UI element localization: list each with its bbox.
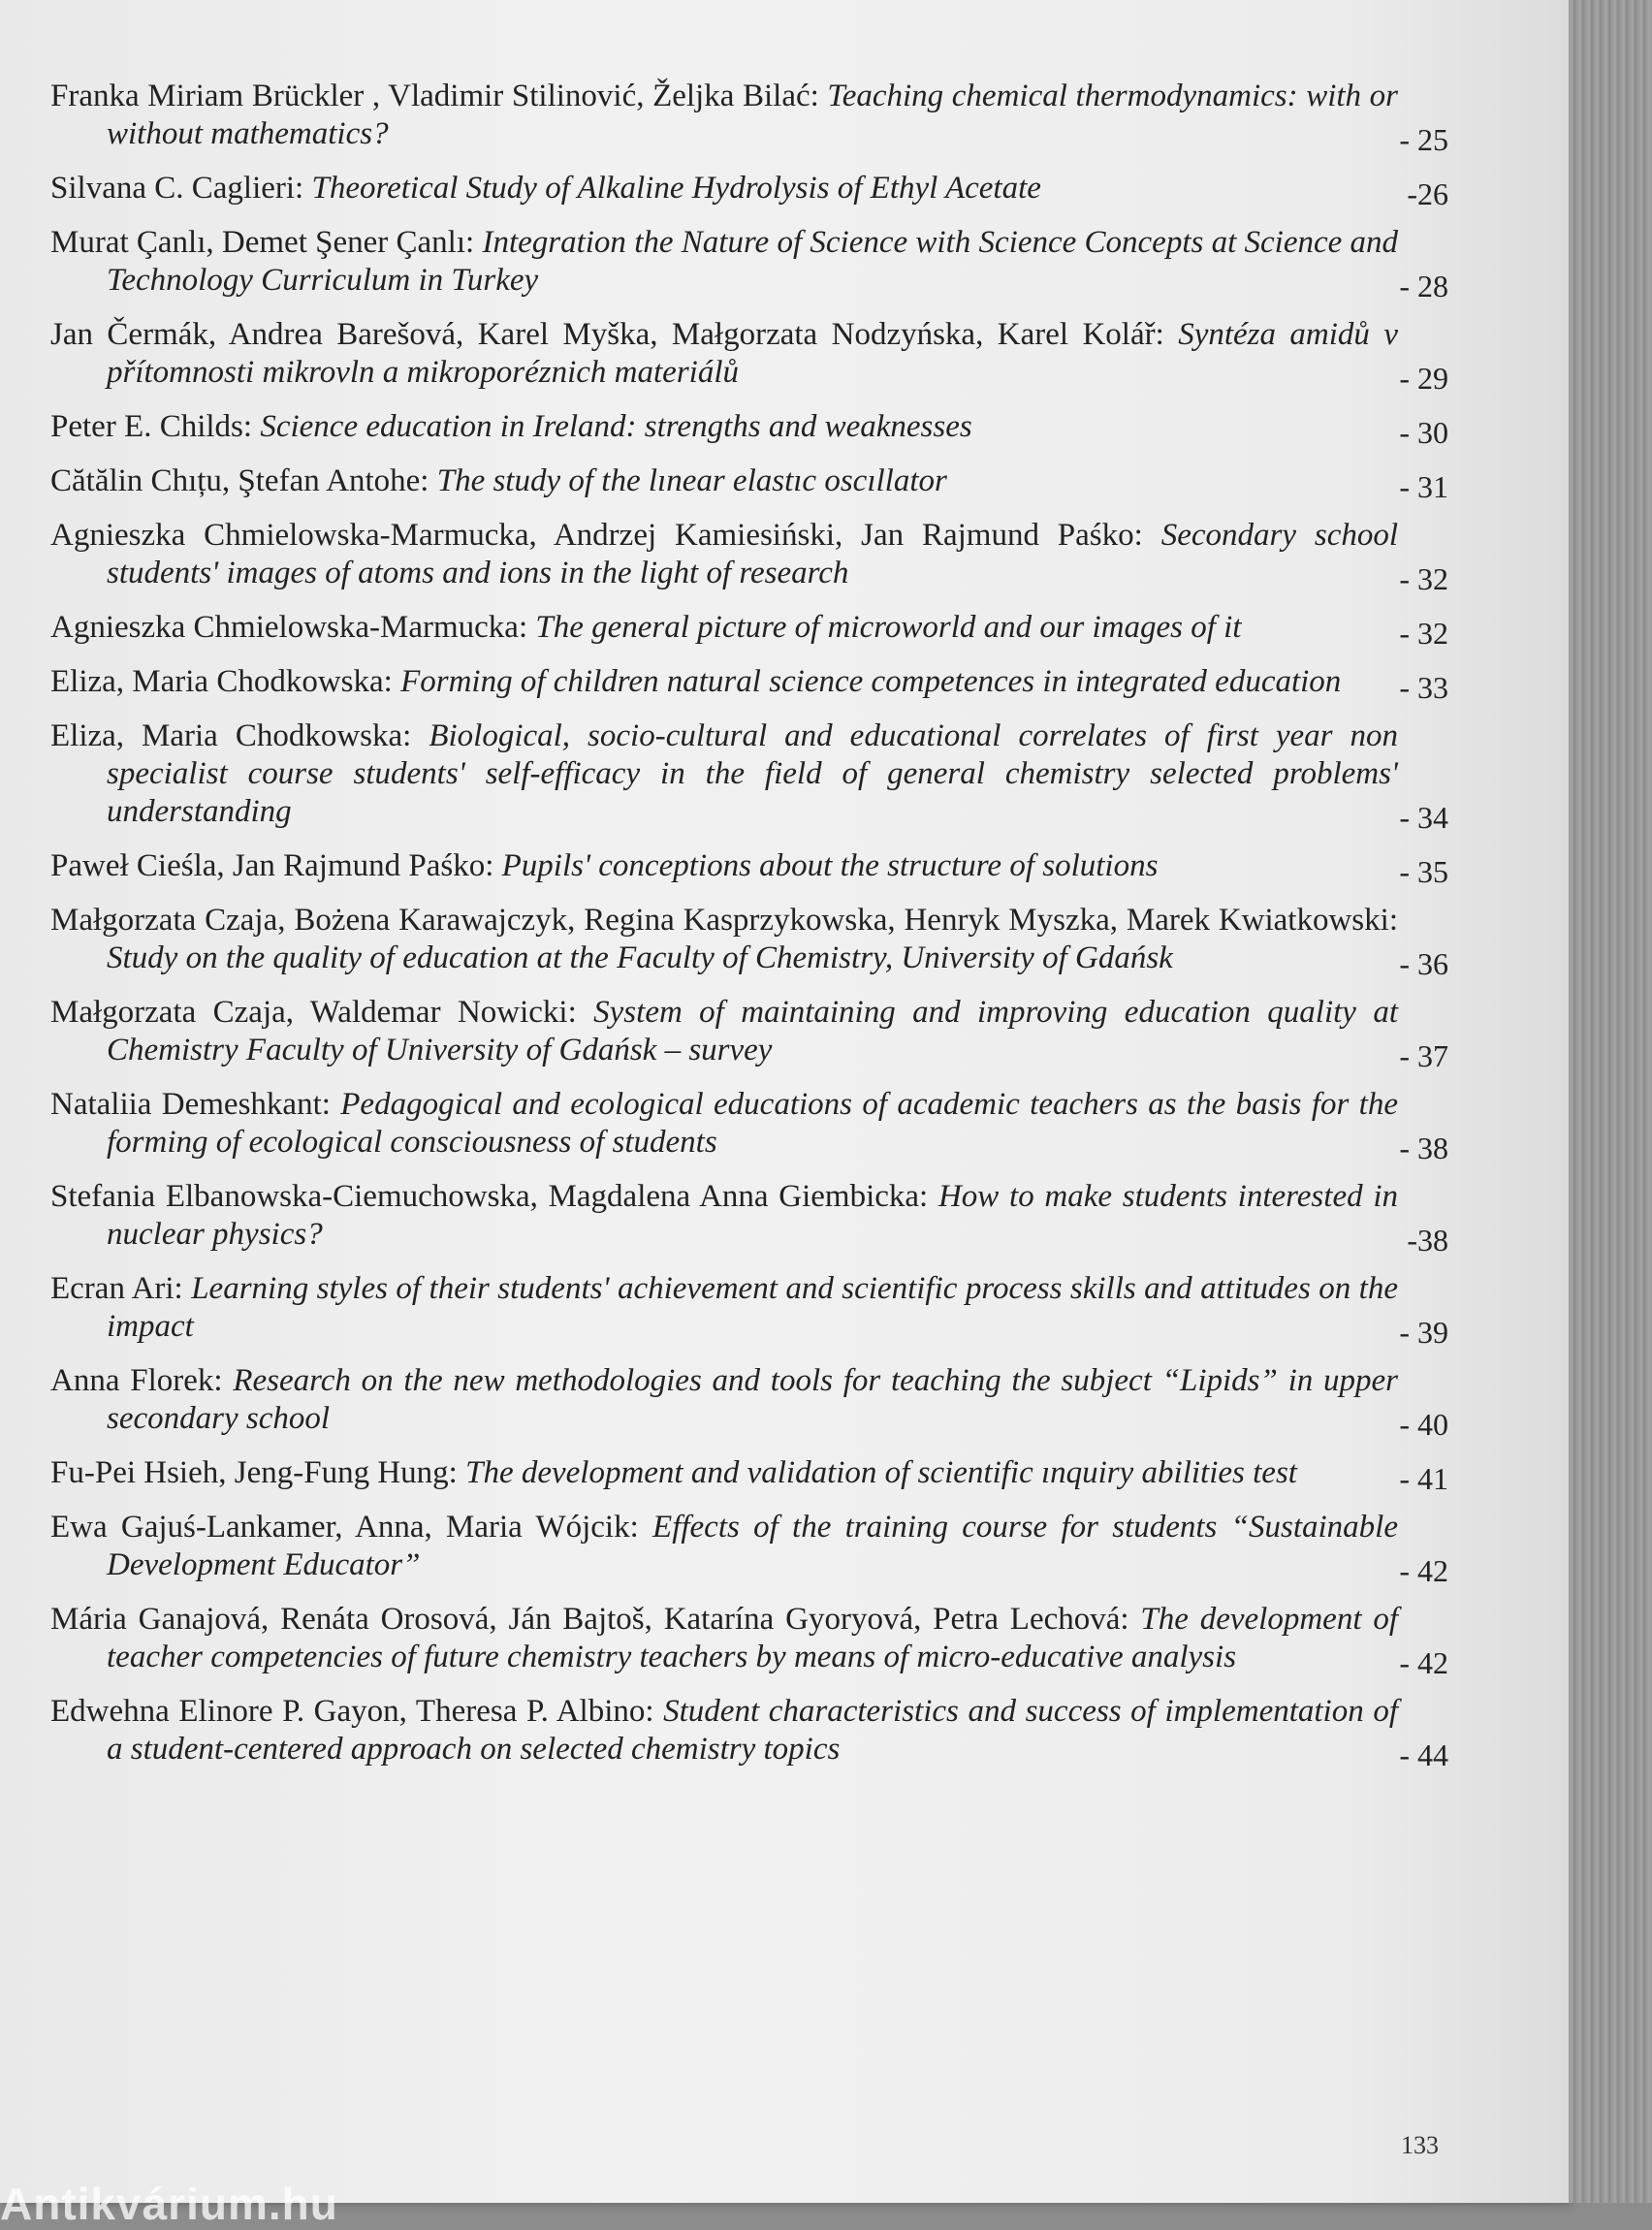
toc-entry — [50, 663, 1448, 705]
watermark: Antikvárium.hu — [0, 2179, 338, 2229]
entry-page-number: - 36 — [1399, 946, 1448, 981]
toc-entry — [50, 847, 1448, 889]
entry-page-number: - 42 — [1399, 1553, 1448, 1588]
toc-entry-text — [50, 609, 1437, 647]
entry-title: The study of the lınear elastıc oscıllator — [436, 463, 947, 498]
entry-page-number: - 35 — [1399, 854, 1448, 889]
entry-title: Research on the new methodologies and tools for teaching the subject “Lipids” in upper secondary school — [107, 1363, 1399, 1436]
entry-authors: Stefania Elbanowska-Ciemuchowska, Magdalena Anna Giembicka: — [50, 1179, 929, 1214]
entry-title: Pupils' conceptions about the structure of solutions — [501, 848, 1159, 883]
entry-authors: Murat Çanlı, Demet Şener Çanlı: — [50, 225, 475, 260]
page-number: 133 — [1401, 2131, 1439, 2159]
toc-entry-text — [50, 1178, 1437, 1254]
entry-page-number: - 42 — [1399, 1645, 1448, 1680]
entry-page-number: - 32 — [1399, 616, 1448, 651]
toc-entry-text — [50, 78, 1437, 153]
toc-entry — [50, 1178, 1448, 1258]
entry-authors: Peter E. Childs: — [50, 409, 253, 444]
toc-entry-text — [50, 663, 1437, 701]
toc-entry — [50, 1086, 1448, 1165]
entry-authors: Ewa Gajuś-Lankamer, Anna, Maria Wójcik: — [50, 1510, 639, 1545]
entry-title: Integration the Nature of Science with Science Concepts at Science and Technology Curriculum in Turkey — [107, 225, 1399, 298]
toc-entry — [50, 609, 1448, 651]
entry-title: Syntéza amidů v přítomnosti mikrovln a mikroporéznich materiálů — [107, 317, 1399, 390]
toc-entry — [50, 1270, 1448, 1350]
entry-authors: Małgorzata Czaja, Bożena Karawajczyk, Regina Kasprzykowska, Henryk Myszka, Marek Kwiatkowski: — [50, 903, 1398, 938]
toc-entry-text — [50, 1362, 1437, 1438]
entry-page-number: - 31 — [1399, 469, 1448, 504]
entry-authors: Edwehna Elinore P. Gayon, Theresa P. Albino: — [50, 1694, 654, 1729]
entry-title: Pedagogical and ecological educations of academic teachers as the basis for the forming of ecological consciousness of students — [107, 1087, 1398, 1160]
toc-entry-text — [50, 1693, 1437, 1768]
entry-page-number: - 25 — [1399, 122, 1448, 157]
entry-title: Learning styles of their students' achievement and scientific process skills and attitudes on the impact — [107, 1271, 1398, 1344]
entry-title: Effects of the training course for students “Sustainable Development Educator” — [107, 1510, 1398, 1582]
entry-page-number: - 44 — [1399, 1737, 1448, 1772]
toc-entry-text — [50, 462, 1437, 500]
toc-entry-text — [50, 717, 1437, 831]
toc-entry-text — [50, 316, 1437, 392]
entry-title: System of maintaining and improving education quality at Chemistry Faculty of University of Gdańsk – survey — [107, 995, 1399, 1067]
toc-entry-text — [50, 224, 1437, 300]
toc-entry-text — [50, 517, 1437, 592]
entry-title: Science education in Ireland: strengths and weaknesses — [260, 409, 972, 444]
entry-page-number: -38 — [1407, 1223, 1448, 1258]
entry-page-number: - 39 — [1399, 1315, 1448, 1350]
entry-authors: Małgorzata Czaja, Waldemar Nowicki: — [50, 995, 577, 1030]
entry-title: How to make students interested in nuclear physics? — [107, 1179, 1398, 1252]
toc-entry — [50, 1362, 1448, 1442]
entry-title: Student characteristics and success of implementation of a student-centered approach on selected chemistry topics — [107, 1694, 1399, 1767]
entry-title: Secondary school students' images of atoms and ions in the light of research — [107, 518, 1399, 590]
toc-entry-text — [50, 1086, 1437, 1162]
toc-entry — [50, 462, 1448, 504]
toc-entry — [50, 1693, 1448, 1772]
entry-authors: Agnieszka Chmielowska-Marmucka, Andrzej Kamiesiński, Jan Rajmund Paśko: — [50, 518, 1143, 553]
entry-authors: Cătălin Chıțu, Ştefan Antohe: — [50, 463, 429, 498]
entry-authors: Nataliia Demeshkant: — [50, 1087, 331, 1122]
entry-title: Study on the quality of education at the Faculty of Chemistry, University of Gdańsk — [107, 940, 1173, 975]
entry-authors: Fu-Pei Hsieh, Jeng-Fung Hung: — [50, 1455, 458, 1490]
entry-page-number: - 33 — [1399, 670, 1448, 705]
entry-authors: Jan Čermák, Andrea Barešová, Karel Myška, Małgorzata Nodzyńska, Karel Kolář: — [50, 317, 1164, 352]
toc-entry-text — [50, 1601, 1437, 1676]
entry-authors: Mária Ganajová, Renáta Orosová, Ján Bajtoš, Katarína Gyoryová, Petra Lechová: — [50, 1602, 1129, 1637]
entry-page-number: -26 — [1407, 176, 1448, 211]
toc-entry — [50, 78, 1448, 157]
toc-entry-text — [50, 1270, 1437, 1346]
toc-entry — [50, 1454, 1448, 1496]
entry-title: The general picture of microworld and our images of it — [535, 610, 1242, 645]
toc-entry — [50, 1601, 1448, 1680]
entry-page-number: - 34 — [1399, 800, 1448, 835]
toc-entry-text — [50, 1509, 1437, 1584]
entry-title: Biological, socio-cultural and educational correlates of first year non specialist course students' self-efficacy in the field of general chemistry selected problems' understanding — [107, 718, 1399, 829]
toc-entry — [50, 316, 1448, 396]
toc-entry-text — [50, 994, 1437, 1069]
toc-entry — [50, 224, 1448, 303]
entry-title: The development and validation of scientific ınquiry abilities test — [465, 1455, 1297, 1490]
toc-entry — [50, 994, 1448, 1073]
toc-entry — [50, 717, 1448, 835]
toc-entry — [50, 170, 1448, 211]
entry-authors: Franka Miriam Brückler , Vladimir Stilinović, Željka Bilać: — [50, 79, 819, 113]
entry-authors: Eliza, Maria Chodkowska: — [50, 718, 412, 753]
toc-entry-text — [50, 1454, 1437, 1492]
entry-page-number: - 28 — [1399, 269, 1448, 303]
entry-page-number: - 30 — [1399, 415, 1448, 450]
toc-entry — [50, 517, 1448, 596]
toc-entry — [50, 902, 1448, 981]
entry-authors: Agnieszka Chmielowska-Marmucka: — [50, 610, 528, 645]
entry-title: Forming of children natural science competences in integrated education — [400, 664, 1342, 699]
entry-authors: Silvana C. Caglieri: — [50, 171, 304, 206]
entry-page-number: - 41 — [1399, 1461, 1448, 1496]
entry-title: Teaching chemical thermodynamics: with or without mathematics? — [107, 79, 1399, 151]
toc-entry-text — [50, 408, 1437, 446]
toc-entry-text — [50, 847, 1437, 885]
entry-authors: Anna Florek: — [50, 1363, 223, 1398]
toc-entry-text — [50, 170, 1437, 207]
entry-page-number: - 32 — [1399, 561, 1448, 596]
entry-title: The development of teacher competencies of future chemistry teachers by means of micro-educative analysis — [107, 1602, 1398, 1674]
toc-entry — [50, 408, 1448, 450]
entry-page-number: - 38 — [1399, 1131, 1448, 1165]
entry-title: Theoretical Study of Alkaline Hydrolysis of Ethyl Acetate — [311, 171, 1041, 206]
entry-page-number: - 40 — [1399, 1407, 1448, 1442]
toc-entry-text — [50, 902, 1437, 977]
entry-page-number: - 29 — [1399, 361, 1448, 396]
entry-authors: Ecran Ari: — [50, 1271, 183, 1306]
entry-authors: Paweł Cieśla, Jan Rajmund Paśko: — [50, 848, 494, 883]
table-of-contents — [50, 78, 1448, 1785]
book-page-edge — [1569, 0, 1652, 2203]
entry-page-number: - 37 — [1399, 1038, 1448, 1073]
toc-entry — [50, 1509, 1448, 1588]
entry-authors: Eliza, Maria Chodkowska: — [50, 664, 393, 699]
